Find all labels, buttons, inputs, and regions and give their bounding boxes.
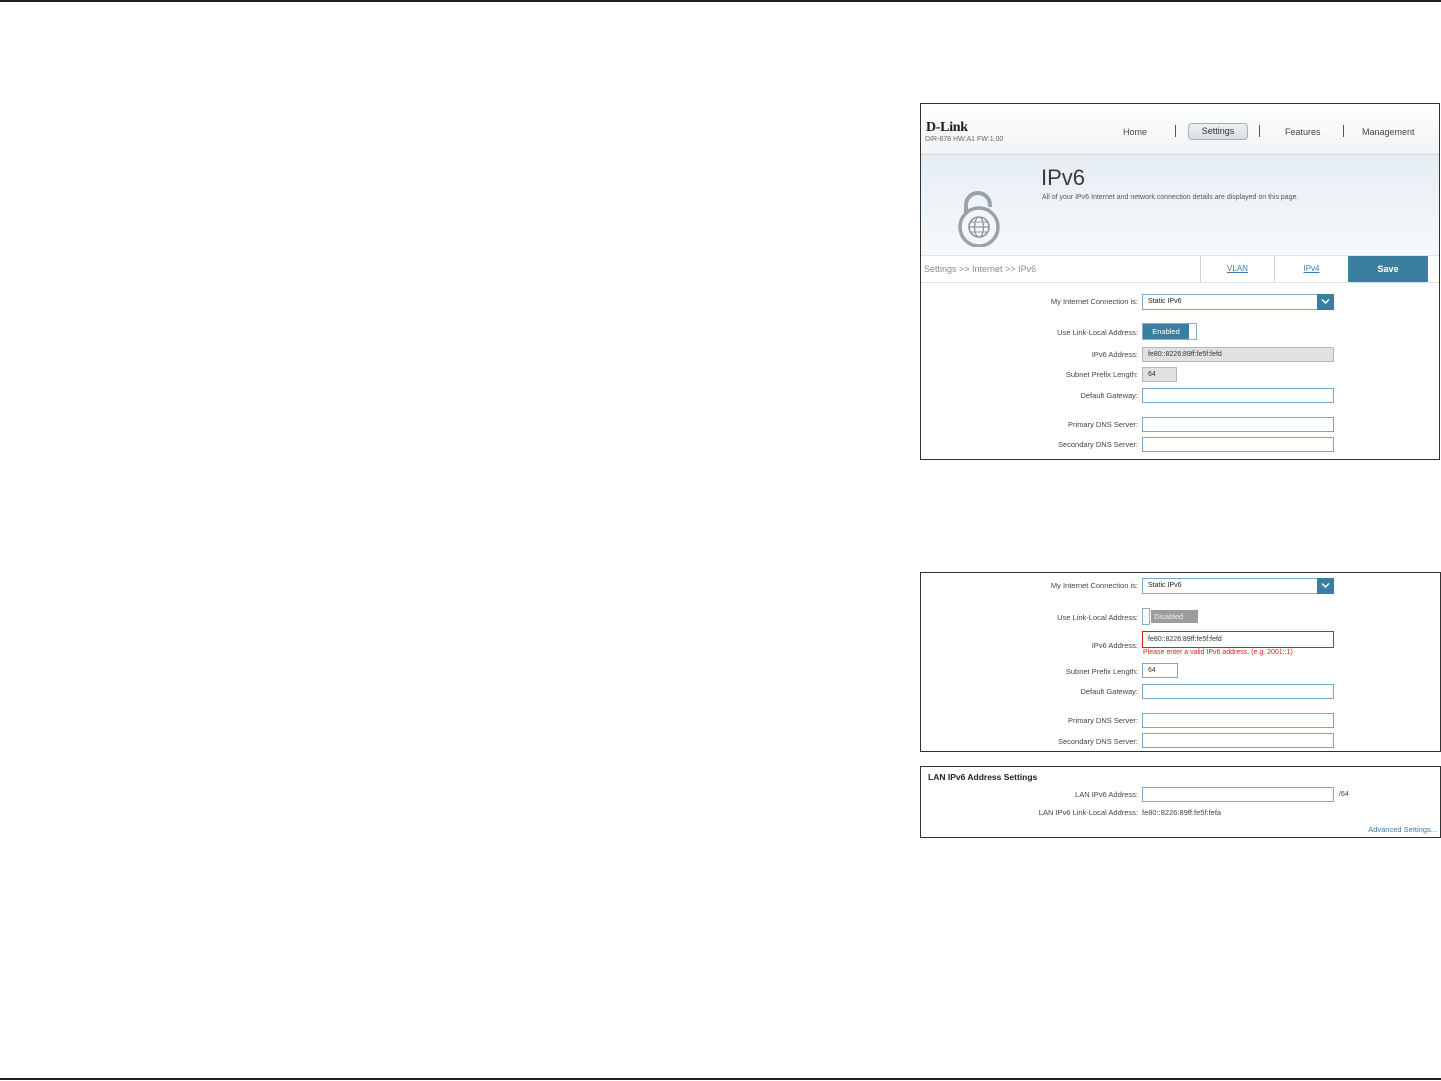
ipv6-address-field[interactable]: fe80::8226:89ff:fe5f:fefd: [1142, 631, 1334, 648]
page-title: IPv6: [1041, 165, 1086, 190]
connection-select[interactable]: [1142, 578, 1334, 594]
ipv6-error-message: Please enter a valid IPv6 address. (e.g. 2001::1): [1143, 649, 1293, 656]
dlink-logo: D-Link: [926, 120, 968, 135]
prefix-length-field[interactable]: 64: [1142, 663, 1178, 678]
toggle-state: Disabled: [1151, 610, 1198, 623]
ipv6-address-field: fe80::8226:89ff:fe5f:fefd: [1142, 347, 1334, 362]
link-local-label: Use Link-Local Address:: [1057, 613, 1138, 622]
lan-link-local-value: fe80::8226:89ff:fe5f:fefa: [1142, 808, 1222, 817]
nav-management[interactable]: Management: [1362, 127, 1415, 137]
link-local-toggle[interactable]: [1142, 323, 1197, 340]
link-local-label: Use Link-Local Address:: [1057, 328, 1138, 337]
secondary-dns-field[interactable]: [1142, 733, 1334, 748]
primary-dns-label: Primary DNS Server:: [1067, 420, 1138, 429]
primary-dns-field[interactable]: [1142, 417, 1334, 432]
connection-value: Static IPv6: [1148, 298, 1182, 305]
connection-value: Static IPv6: [1148, 582, 1182, 589]
bottom-rule: [0, 1078, 1441, 1080]
nav-separator: [1259, 125, 1260, 137]
lan-ipv6-settings-screenshot: [920, 766, 1441, 838]
secondary-dns-label: Secondary DNS Server:: [1057, 440, 1138, 449]
tab-vlan[interactable]: VLAN: [1200, 256, 1274, 282]
connection-select[interactable]: [1142, 294, 1334, 310]
unlock-globe-icon: [957, 187, 1003, 252]
nav-features[interactable]: Features: [1285, 127, 1321, 137]
default-gateway-field[interactable]: [1142, 388, 1334, 403]
secondary-dns-label: Secondary DNS Server:: [1057, 737, 1138, 746]
link-local-toggle[interactable]: [1142, 608, 1198, 625]
page-description: All of your IPv6 Internet and network connection details are displayed on this page.: [1042, 194, 1299, 201]
nav-home[interactable]: Home: [1123, 127, 1148, 137]
save-button[interactable]: Save: [1348, 256, 1428, 282]
tab-ipv4[interactable]: IPv4: [1274, 256, 1348, 282]
chevron-down-icon[interactable]: [1317, 294, 1334, 310]
toolbar: [921, 255, 1439, 283]
default-gateway-label: Default Gateway:: [1080, 391, 1138, 400]
ipv6-address-label: IPv6 Address:: [1091, 641, 1138, 650]
router-header: [921, 104, 1439, 155]
section-title: LAN IPv6 Address Settings: [928, 772, 1038, 782]
connection-label: My Internet Connection is:: [1050, 297, 1138, 306]
secondary-dns-field[interactable]: [1142, 437, 1334, 452]
primary-dns-label: Primary DNS Server:: [1067, 716, 1138, 725]
model-info: DIR-878 HW:A1 FW:1.00: [925, 136, 1004, 143]
nav-separator: [1175, 125, 1176, 137]
toggle-state: Enabled: [1143, 324, 1189, 339]
page-banner: [921, 155, 1439, 255]
prefix-length-label: Subnet Prefix Length:: [1065, 667, 1138, 676]
default-gateway-field[interactable]: [1142, 684, 1334, 699]
primary-dns-field[interactable]: [1142, 713, 1334, 728]
lan-ipv6-address-field[interactable]: [1142, 787, 1334, 802]
prefix-length-label: Subnet Prefix Length:: [1065, 370, 1138, 379]
breadcrumb: Settings >> Internet >> IPv6: [924, 264, 1037, 274]
ipv6-form-disabled-screenshot: [920, 572, 1441, 752]
top-rule: [0, 0, 1441, 2]
toggle-knob: [1142, 608, 1150, 625]
prefix-suffix: /64: [1339, 791, 1349, 798]
lan-ipv6-address-label: LAN IPv6 Address:: [1075, 790, 1138, 799]
nav-settings[interactable]: Settings: [1188, 123, 1248, 140]
connection-label: My Internet Connection is:: [1050, 581, 1138, 590]
advanced-settings-link[interactable]: Advanced Settings...: [1368, 825, 1437, 834]
ipv6-address-label: IPv6 Address:: [1091, 350, 1138, 359]
ipv6-settings-screenshot: [920, 103, 1440, 460]
nav-separator: [1343, 125, 1344, 137]
prefix-length-field: 64: [1142, 367, 1177, 382]
lan-link-local-label: LAN IPv6 Link-Local Address:: [1038, 808, 1138, 817]
default-gateway-label: Default Gateway:: [1080, 687, 1138, 696]
chevron-down-icon[interactable]: [1317, 578, 1334, 594]
